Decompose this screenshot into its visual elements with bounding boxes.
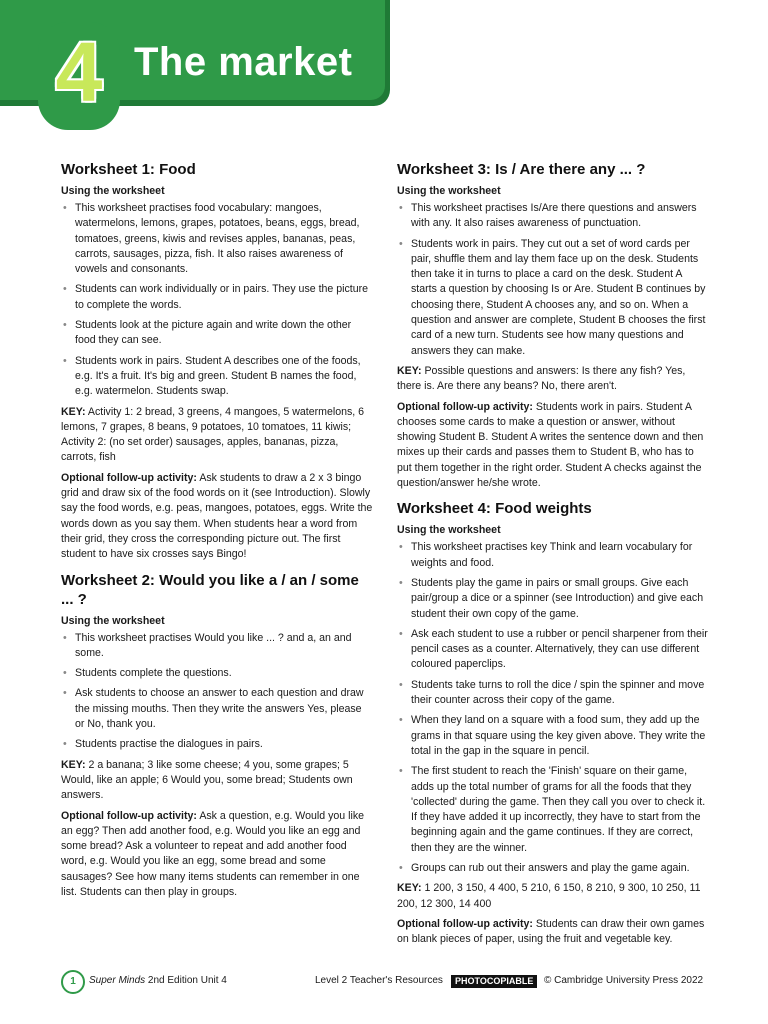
- list-item: • Students work in pairs. They cut out a set of word cards per pair, shuffle them and lay them face up on the desk. Students then take it in turns to place a card on the desk. Student A starts a question by choosing Is or Are. Student B continues by choosing there, Student A chooses any, and so on. When a question and answer are complete, Student B chooses the first card of a new turn. Students see how many questions and answers they can make.: [397, 237, 709, 359]
- list-item: • Students take turns to roll the dice / spin the spinner and move their counter across their copy of the game.: [397, 678, 709, 709]
- footer-level: Level 2 Teacher's Resources: [315, 975, 443, 986]
- optional-label: Optional follow-up activity:: [61, 809, 197, 822]
- list-item: • Students work in pairs. Student A describes one of the foods, e.g. It's a fruit. It's big and green. Student B names the food, e.g. watermelon. Students swap.: [61, 354, 373, 400]
- key-text: Activity 1: 2 bread, 3 greens, 4 mangoes, 5 watermelons, 6 lemons, 7 grapes, 8 beans, 9 potatoes, 10 tomatoes, 11 kiwis; Activity 2: (no set order) sausages, apples, bananas, pizza, carrots, fish: [61, 405, 365, 464]
- book-edition: 2nd Edition Unit 4: [145, 975, 227, 986]
- optional-activity: [61, 471, 373, 563]
- list-item: • The first student to reach the 'Finish' square on their game, adds up the total number of grams for all the foods that they 'collected' during the game. Then they call you over to check it. If they have added it up incorrectly, they have to start from the beginning again and the game continues. If they are correct, then they are the winner.: [397, 764, 709, 856]
- list-item: • Groups can rub out their answers and play the game again.: [397, 861, 709, 876]
- list-item: • This worksheet practises Would you like ... ? and a, an and some.: [61, 631, 373, 662]
- optional-activity: [61, 809, 373, 901]
- using-worksheet-heading: Using the worksheet: [397, 185, 501, 197]
- page-number: 1: [61, 970, 85, 994]
- optional-text: Ask a question, e.g. Would you like an egg? Then add another food, e.g. Would you like an egg and some bread? Ask a volunteer to repeat and add another food word, e.g. Would you like an egg, some bread and some sausages? See how many items students can remember in one list. Students can then play in groups.: [61, 809, 365, 898]
- unit-title: The market: [134, 40, 353, 84]
- optional-text: Ask students to draw a 2 x 3 bingo grid and draw six of the food words on it (see Introduction). Slowly say the food words, e.g. peas, mangoes, potatoes, eggs. Write the words down as you say them. When students hear a word from their grid, they cross the corresponding picture out. The first student to have six crosses says Bingo!: [61, 471, 373, 561]
- worksheet-3-title: Worksheet 3: Is / Are there any ... ?: [397, 161, 646, 178]
- key-label: KEY:: [397, 882, 422, 895]
- using-worksheet-heading: Using the worksheet: [397, 524, 501, 537]
- worksheet-4-section: [397, 499, 709, 947]
- optional-label: Optional follow-up activity:: [397, 917, 533, 930]
- optional-activity: [397, 400, 709, 492]
- optional-label: Optional follow-up activity:: [61, 471, 197, 484]
- optional-text: Students work in pairs. Student A chooses some cards to make a question or answer, without showing Student B. Student A writes the sentence down and then mixes up their cards and passes them to Student B, who has to put them together in the right order. Student A checks against the question/answer he/she wrote.: [397, 400, 704, 490]
- list-item: • Students play the game in pairs or small groups. Give each pair/group a dice or a spinner (see Introduction) and give each student their own copy of the game.: [397, 576, 709, 622]
- list-item: • Students complete the questions.: [61, 666, 373, 681]
- list-item: • Ask each student to use a rubber or pencil sharpener from their pencil cases as a counter. Alternatively, they can use different coloured paperclips.: [397, 627, 709, 673]
- page-footer: [61, 970, 711, 992]
- optional-text: Students can draw their own games on blank pieces of paper, using the fruit and vegetable key.: [397, 917, 705, 946]
- worksheet-1-list: [61, 201, 373, 400]
- key-text: 2 a banana; 3 like some cheese; 4 you, some grapes; 5 Would, like an apple; 6 Would you, some bread; Students own answers.: [61, 758, 353, 802]
- list-item: • This worksheet practises key Think and learn vocabulary for weights and food.: [397, 540, 709, 571]
- list-item: • Students practise the dialogues in pairs.: [61, 737, 373, 752]
- key-text: Possible questions and answers: Is there any fish? Yes, there is. Are there any beans? No, there aren't.: [397, 364, 686, 393]
- list-item: • This worksheet practises Is/Are there questions and answers with any. It also raises awareness of punctuation.: [397, 201, 709, 232]
- key-label: KEY:: [397, 364, 422, 377]
- worksheet-4-title: Worksheet 4: Food weights: [397, 500, 592, 518]
- worksheet-3-list: [397, 201, 709, 359]
- worksheet-2-section: [61, 571, 373, 901]
- list-item: • When they land on a square with a food sum, they add up the grams in that square using the key given above. They write the total in the gap in the square in pencil.: [397, 713, 709, 759]
- photocopiable-badge: PHOTOCOPIABLE: [451, 975, 537, 988]
- footer-copyright: © Cambridge University Press 2022: [544, 975, 704, 986]
- unit-number: 4: [55, 25, 103, 119]
- optional-label: Optional follow-up activity:: [397, 400, 533, 413]
- worksheet-2-list: [61, 631, 373, 753]
- using-worksheet-heading: Using the worksheet: [61, 185, 165, 197]
- list-item: • This worksheet practises food vocabulary: mangoes, watermelons, lemons, grapes, potatoes, beans, eggs, bread, tomatoes, greens, kiwis and revises apples, bananas, peas, carrots, sausages, pizza, fish. It also raises awareness of vowels and consonants.: [61, 201, 373, 277]
- worksheet-1-title: Worksheet 1: Food: [61, 161, 196, 178]
- worksheet-4-list: [397, 540, 709, 876]
- list-item: • Students can work individually or in pairs. They use the picture to complete the words.: [61, 282, 373, 313]
- key-label: KEY:: [61, 758, 86, 771]
- key-paragraph: [397, 364, 709, 395]
- key-text: 1 200, 3 150, 4 400, 5 210, 6 150, 8 210, 9 300, 10 250, 11 200, 12 300, 14 400: [397, 882, 701, 910]
- key-label: KEY:: [61, 405, 86, 418]
- optional-activity: [397, 917, 709, 948]
- worksheet-1-section: [61, 160, 373, 563]
- footer-book: [89, 970, 227, 992]
- key-paragraph: [397, 881, 709, 912]
- key-paragraph: [61, 758, 373, 804]
- key-paragraph: [61, 405, 373, 466]
- worksheet-3-section: [397, 160, 709, 491]
- worksheet-2-title: Worksheet 2: Would you like a / an / some ... ?: [61, 571, 359, 608]
- book-title: Super Minds: [89, 975, 146, 986]
- list-item: • Students look at the picture again and write down the other food they can see.: [61, 318, 373, 349]
- using-worksheet-heading: Using the worksheet: [61, 614, 165, 627]
- list-item: • Ask students to choose an answer to each question and draw the missing mouths. Then they write the answers Yes, please or No, thank you.: [61, 686, 373, 732]
- left-column: [61, 160, 373, 908]
- right-column: [397, 160, 709, 955]
